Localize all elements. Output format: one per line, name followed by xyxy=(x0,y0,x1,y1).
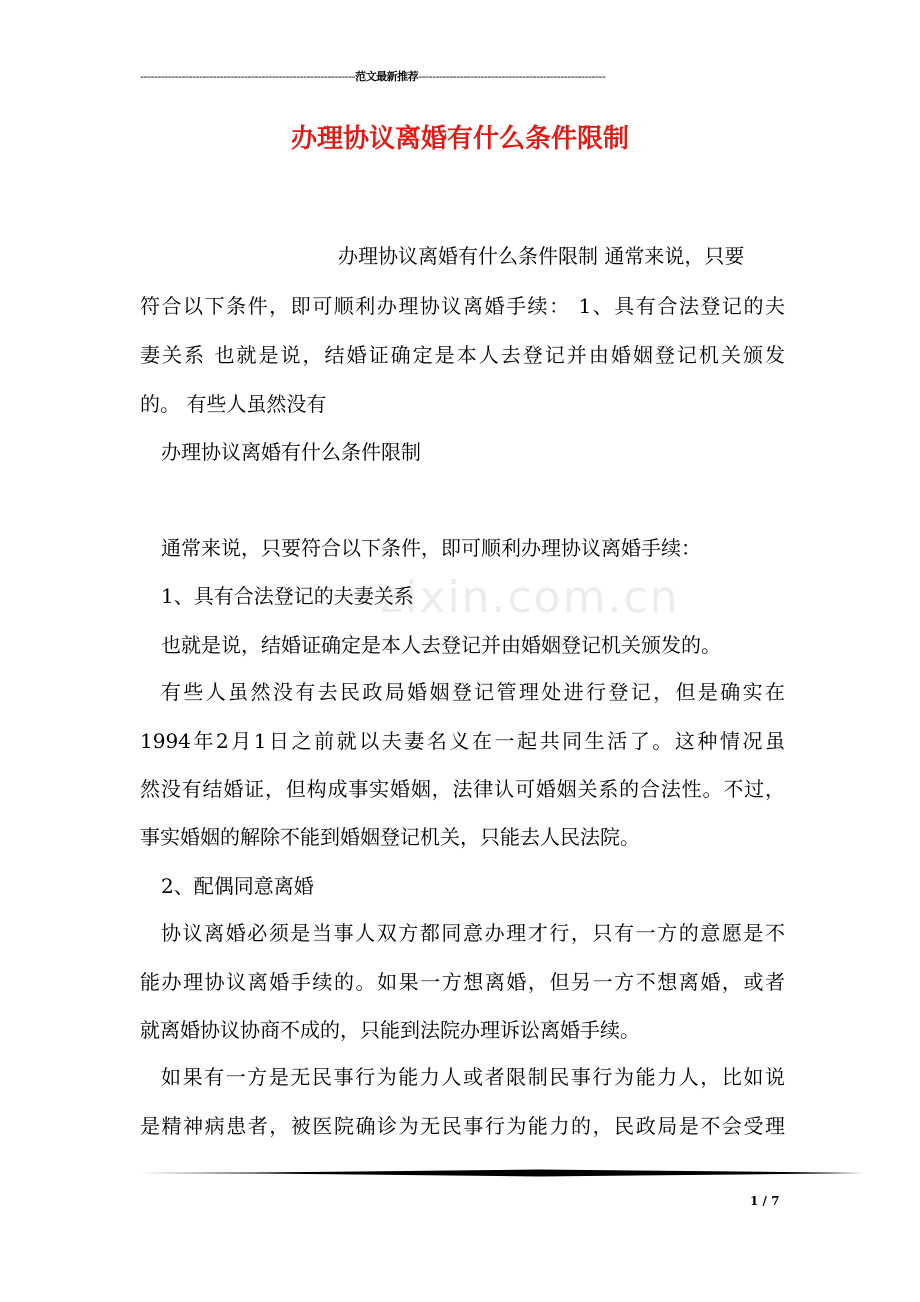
list-item: 1、具有合法登记的夫妻关系 xyxy=(161,584,414,608)
body-line: 然没有结婚证，但构成事实婚姻，法律认可婚姻关系的合法性。不过， xyxy=(140,777,785,801)
body-line: 事实婚姻的解除不能到婚姻登记机关，只能去人民法院。 xyxy=(140,825,640,849)
body-line: 就离婚协议协商不成的，只能到法院办理诉讼离婚手续。 xyxy=(140,1018,640,1042)
watermark: zixin.com.cn xyxy=(380,572,680,623)
body-line: 也就是说，结婚证确定是本人去登记并由婚姻登记机关颁发的。 xyxy=(161,633,721,657)
body-line: 1994年2月1日之前就以夫妻名义在一起共同生活了。这种情况虽 xyxy=(140,729,785,753)
body-line: 是精神病患者，被医院确诊为无民事行为能力的，民政局是不会受理 xyxy=(140,1114,785,1138)
list-item: 2、配偶同意离婚 xyxy=(161,874,314,898)
header-dashes-right: ------------------------------------------------------ xyxy=(418,70,606,83)
body-line: 如果有一方是无民事行为能力人或者限制民事行为能力人，比如说 xyxy=(161,1065,785,1089)
page-number: 1 / 7 xyxy=(750,1194,780,1208)
body-line: 办理协议离婚有什么条件限制 通常来说，只要 xyxy=(338,244,745,268)
header-banner xyxy=(140,68,768,84)
header-label: 范文最新推荐 xyxy=(355,70,419,83)
footer-rule xyxy=(140,1168,864,1178)
body-line: 的。 有些人虽然没有 xyxy=(140,392,327,416)
header-dashes-left: -------------------------------------------------------------- xyxy=(140,70,356,83)
body-line: 能办理协议离婚手续的。如果一方想离婚，但另一方不想离婚，或者 xyxy=(140,970,785,994)
body-line: 通常来说，只要符合以下条件，即可顺利办理协议离婚手续： xyxy=(161,536,701,560)
body-line: 符合以下条件，即可顺利办理协议离婚手续： 1、具有合法登记的夫 xyxy=(140,294,785,318)
section-heading: 办理协议离婚有什么条件限制 xyxy=(161,440,421,464)
body-line: 有些人虽然没有去民政局婚姻登记管理处进行登记，但是确实在 xyxy=(161,680,785,704)
document-title: 办理协议离婚有什么条件限制 xyxy=(290,124,629,154)
body-line: 协议离婚必须是当事人双方都同意办理才行，只有一方的意愿是不 xyxy=(161,921,785,945)
body-line: 妻关系 也就是说，结婚证确定是本人去登记并由婚姻登记机关颁发 xyxy=(140,343,785,367)
